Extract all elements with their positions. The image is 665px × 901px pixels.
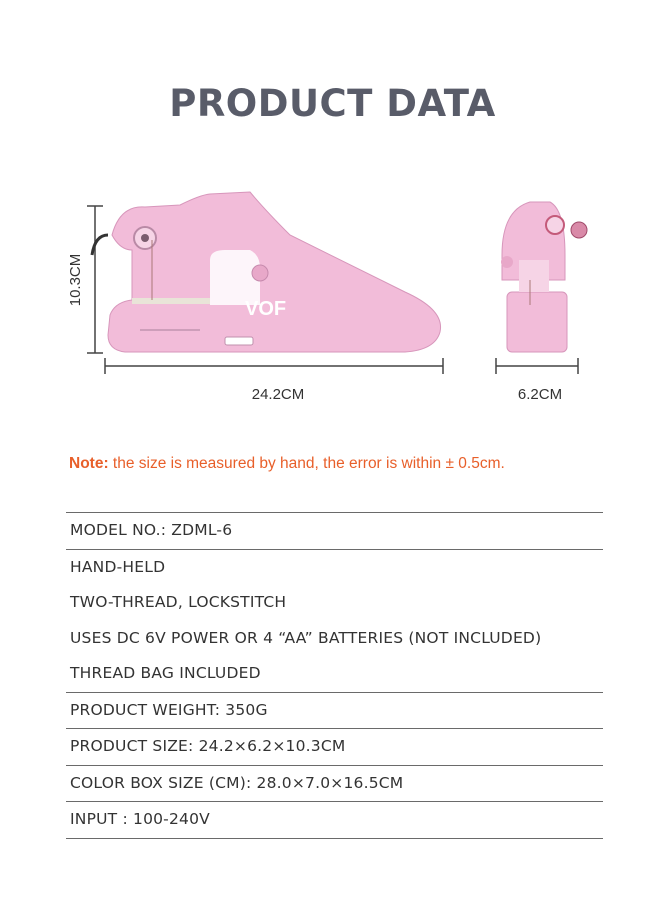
spec-row-thread-bag: THREAD BAG INCLUDED (70, 664, 261, 682)
spec-row-hand-held: HAND-HELD (70, 557, 166, 576)
spec-row-product-size: PRODUCT SIZE: 24.2×6.2×10.3CM (70, 737, 346, 755)
spec-row-model: MODEL NO.: ZDML-6 (70, 521, 233, 539)
height-label: 10.3CM (67, 253, 84, 307)
note-label: Note: (69, 455, 109, 472)
product-dimension-figure (60, 180, 620, 410)
spec-row-input: INPUT : 100-240V (70, 810, 210, 828)
spec-row-stitch: TWO-THREAD, LOCKSTITCH (70, 593, 287, 611)
sewing-machine-illustration (60, 180, 620, 410)
note-text: the size is measured by hand, the error is within ± 0.5cm. (108, 455, 505, 472)
width-label: 6.2CM (517, 386, 563, 403)
machine-front-view (501, 202, 587, 352)
spec-row-weight: PRODUCT WEIGHT: 350G (70, 700, 268, 719)
length-label: 24.2CM (251, 386, 305, 403)
divider (66, 838, 603, 839)
width-dimension-line (496, 358, 578, 374)
spec-row-color-box-size: COLOR BOX SIZE (CM): 28.0×7.0×16.5CM (70, 773, 404, 792)
height-dimension-line (87, 206, 103, 353)
brand-logo: VOF (245, 298, 287, 320)
measurement-note (69, 455, 505, 473)
machine-side-view (92, 192, 441, 352)
length-dimension-line (105, 358, 443, 374)
spec-row-power: USES DC 6V POWER OR 4 “AA” BATTERIES (NOT INCLUDED) (70, 628, 542, 647)
spec-list (66, 512, 603, 839)
page-title: PRODUCT DATA (169, 82, 496, 125)
